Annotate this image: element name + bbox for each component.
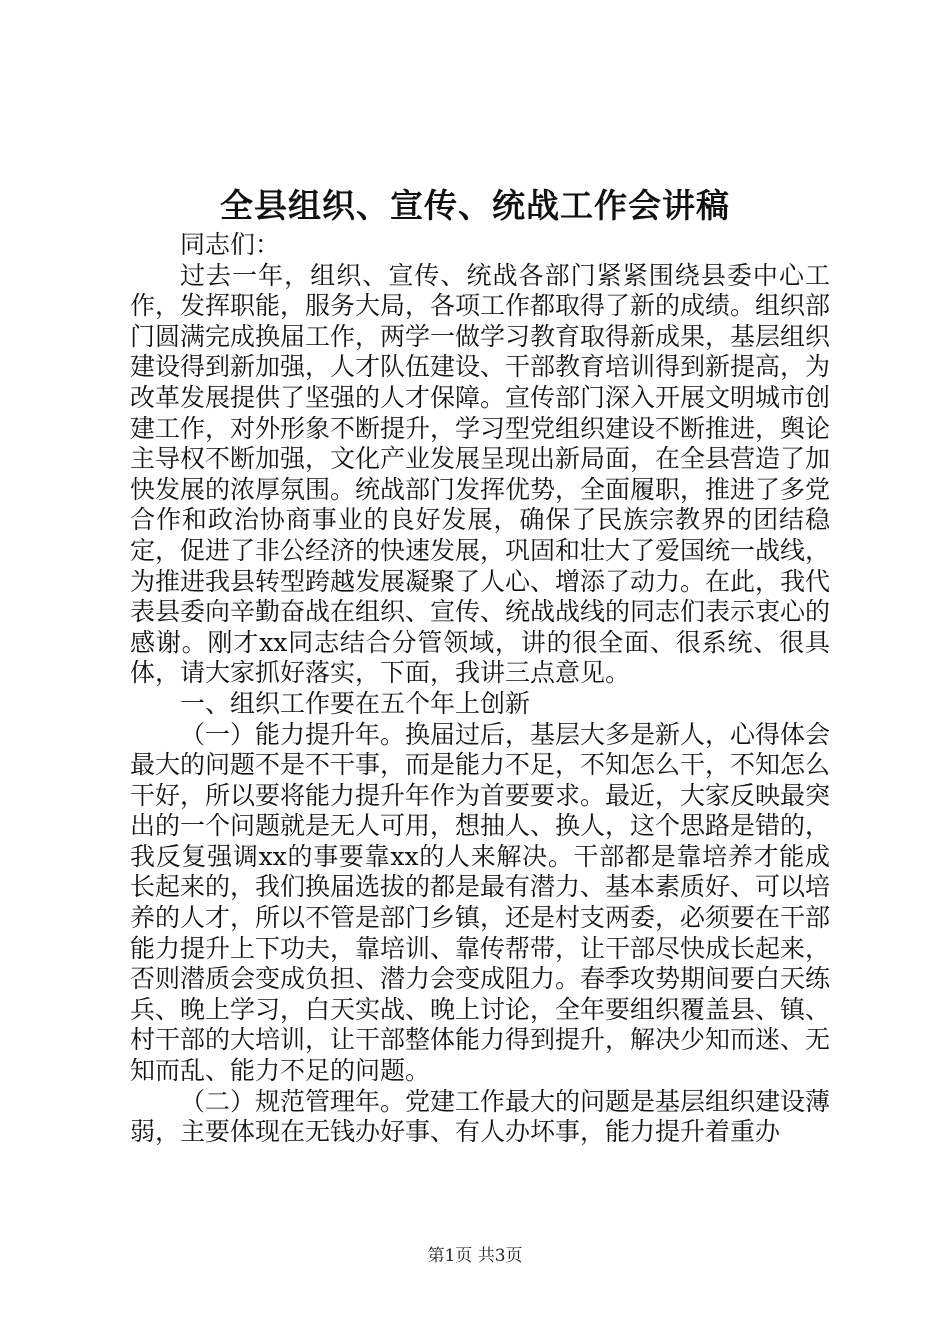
body-paragraph: 过去一年，组织、宣传、统战各部门紧紧围绕县委中心工作，发挥职能，服务大局，各项工作都取得了新的成绩。组织部门圆满完成换届工作，两学一做学习教育取得新成果，基层组织建设得到新加强，人才队伍建设、干部教育培训得到新提高，为改革发展提供了坚强的人才保障。宣传部门深入开展文明城市创建工作，对外形象不断提升，学习型党组织建设不断推进，舆论主导权不断加强，文化产业发展呈现出新局面，在全县营造了加快发展的浓厚氛围。统战部门发挥优势，全面履职，推进了多党合作和政治协商事业的良好发展，确保了民族宗教界的团结稳定，促进了非公经济的快速发展，巩固和壮大了爱国统一战线，为推进我县转型跨越发展凝聚了人心、增添了动力。在此，我代表县委向辛勤奋战在组织、宣传、统战战线的同志们表示衷心的感谢。刚才xx同志结合分管领域，讲的很全面、很系统、很具体，请大家抓好落实，下面，我讲三点意见。: [130, 260, 831, 688]
document-title: 全县组织、宣传、统战工作会讲稿: [220, 186, 730, 225]
page-number-footer: 第1页 共3页: [427, 1246, 523, 1266]
body-paragraph: （二）规范管理年。党建工作最大的问题是基层组织建设薄弱，主要体现在无钱办好事、有人办坏事，能力提升着重办: [130, 1086, 831, 1147]
document-body: [130, 230, 830, 1148]
section-heading: 一、组织工作要在五个年上创新: [180, 688, 531, 718]
salutation: 同志们：: [180, 230, 281, 259]
body-paragraph: （一）能力提升年。换届过后，基层大多是新人，心得体会最大的问题不是不干事，而是能力不足，不知怎么干，不知怎么干好，所以要将能力提升年作为首要要求。最近，大家反映最突出的一个问题就是无人可用，想抽人、换人，这个思路是错的，我反复强调xx的事要靠xx的人来解决。干部都是靠培养才能成长起来的，我们换届选拔的都是最有潜力、基本素质好、可以培养的人才，所以不管是部门乡镇，还是村支两委，必须要在干部能力提升上下功夫，靠培训、靠传帮带，让干部尽快成长起来，否则潜质会变成负担、潜力会变成阻力。春季攻势期间要白天练兵、晚上学习，白天实战、晚上讨论，全年要组织覆盖县、镇、村干部的大培训，让干部整体能力得到提升，解决少知而迷、无知而乱、能力不足的问题。: [130, 719, 831, 1086]
